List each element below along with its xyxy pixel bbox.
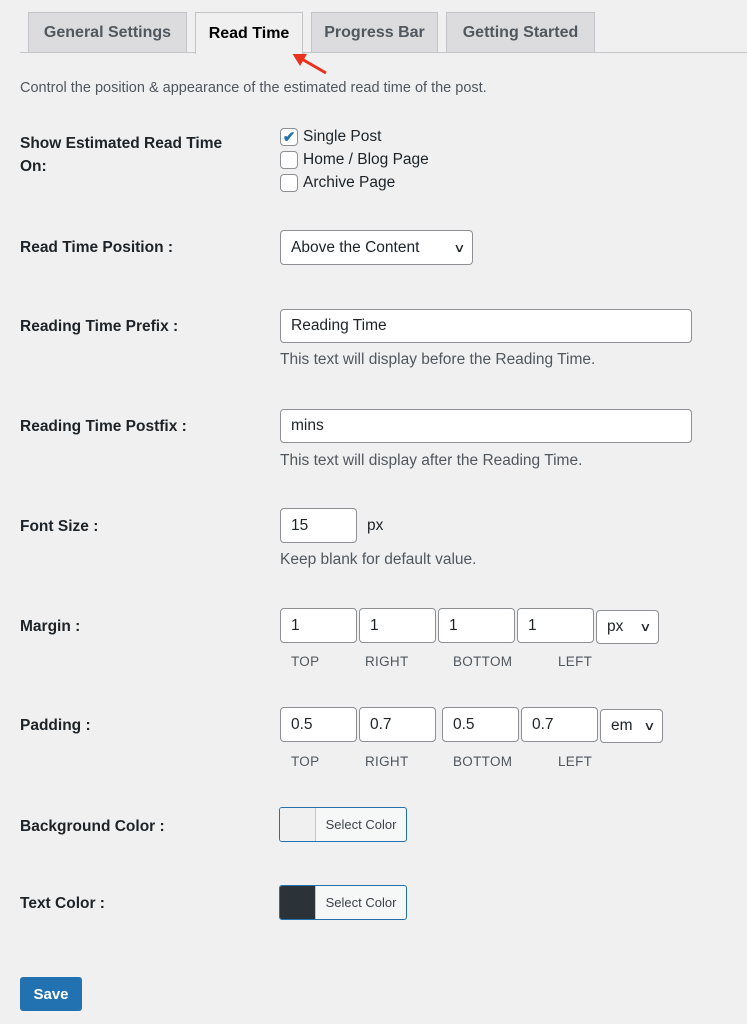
margin-bottom-caption: BOTTOM bbox=[453, 654, 513, 669]
font-size-input[interactable]: 15 bbox=[280, 508, 357, 543]
checkbox-home-blog[interactable] bbox=[280, 151, 429, 169]
padding-left-input[interactable]: 0.7 bbox=[521, 707, 598, 742]
position-label: Read Time Position : bbox=[20, 239, 174, 256]
padding-unit-select[interactable] bbox=[600, 709, 663, 743]
margin-right-input[interactable]: 1 bbox=[359, 608, 436, 643]
margin-unit-select[interactable] bbox=[596, 610, 659, 644]
padding-bottom-caption: BOTTOM bbox=[453, 754, 513, 769]
padding-top-input[interactable]: 0.5 bbox=[280, 707, 357, 742]
checkbox-box[interactable] bbox=[280, 174, 298, 192]
bg-color-swatch bbox=[280, 808, 316, 841]
margin-left-input[interactable]: 1 bbox=[517, 608, 594, 643]
postfix-help: This text will display after the Reading Time. bbox=[280, 452, 583, 469]
margin-label: Margin : bbox=[20, 618, 81, 635]
postfix-input[interactable]: mins bbox=[280, 409, 692, 443]
position-value: Above the Content bbox=[291, 238, 420, 256]
prefix-input[interactable]: Reading Time bbox=[280, 309, 692, 343]
chevron-down-icon: ∨ bbox=[639, 620, 652, 634]
padding-label: Padding : bbox=[20, 717, 91, 734]
margin-right-caption: RIGHT bbox=[365, 654, 409, 669]
tab-general-settings[interactable]: General Settings bbox=[28, 12, 187, 53]
prefix-label: Reading Time Prefix : bbox=[20, 318, 179, 335]
show-on-label: Show Estimated Read Time On: bbox=[20, 135, 223, 175]
checkmark-icon[interactable]: ✔ bbox=[280, 128, 298, 146]
tab-progress-bar[interactable]: Progress Bar bbox=[311, 12, 438, 53]
checkbox-archive[interactable] bbox=[280, 174, 395, 192]
section-description: Control the position & appearance of the estimated read time of the post. bbox=[20, 80, 487, 96]
checkbox-label: Archive Page bbox=[303, 174, 396, 191]
tab-read-time[interactable]: Read Time bbox=[195, 12, 303, 54]
red-arrow-annotation bbox=[288, 50, 333, 78]
checkbox-label: Single Post bbox=[303, 128, 382, 145]
margin-top-caption: TOP bbox=[291, 654, 320, 669]
postfix-label: Reading Time Postfix : bbox=[20, 418, 187, 435]
margin-top-input[interactable]: 1 bbox=[280, 608, 357, 643]
bg-color-button[interactable] bbox=[279, 807, 407, 842]
position-select[interactable] bbox=[280, 230, 473, 265]
checkbox-single-post[interactable] bbox=[280, 128, 381, 146]
checkbox-label: Home / Blog Page bbox=[303, 151, 429, 168]
padding-left-caption: LEFT bbox=[558, 754, 593, 769]
margin-left-caption: LEFT bbox=[558, 654, 593, 669]
font-size-label: Font Size : bbox=[20, 518, 99, 535]
padding-right-caption: RIGHT bbox=[365, 754, 409, 769]
text-color-button[interactable] bbox=[279, 885, 407, 920]
tab-divider bbox=[20, 52, 747, 53]
padding-unit-value: em bbox=[611, 717, 633, 734]
chevron-down-icon: ∨ bbox=[643, 719, 656, 733]
bg-color-button-label: Select Color bbox=[325, 817, 397, 832]
font-size-unit: px bbox=[367, 517, 384, 534]
margin-unit-value: px bbox=[607, 618, 624, 635]
bg-color-label: Background Color : bbox=[20, 818, 165, 835]
checkbox-box[interactable] bbox=[280, 151, 298, 169]
chevron-down-icon: ∨ bbox=[453, 240, 466, 255]
text-color-button-label: Select Color bbox=[325, 895, 397, 910]
font-size-help: Keep blank for default value. bbox=[280, 551, 477, 568]
tab-getting-started[interactable]: Getting Started bbox=[446, 12, 595, 53]
save-button[interactable]: Save bbox=[20, 977, 82, 1011]
text-color-label: Text Color : bbox=[20, 895, 105, 912]
padding-right-input[interactable]: 0.7 bbox=[359, 707, 436, 742]
prefix-help: This text will display before the Reading Time. bbox=[280, 351, 596, 368]
text-color-swatch bbox=[280, 886, 316, 919]
padding-bottom-input[interactable]: 0.5 bbox=[442, 707, 519, 742]
padding-top-caption: TOP bbox=[291, 754, 320, 769]
margin-bottom-input[interactable]: 1 bbox=[438, 608, 515, 643]
